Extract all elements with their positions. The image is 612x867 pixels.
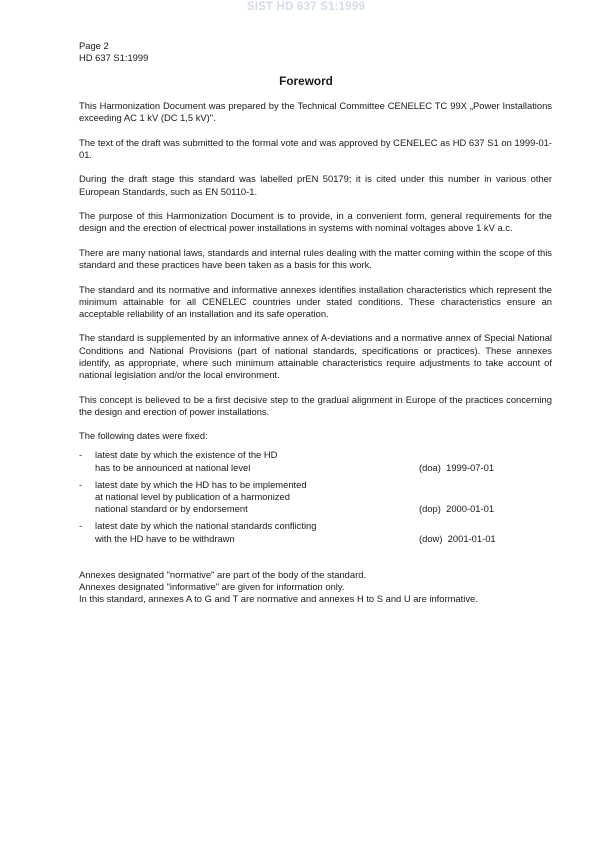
date-description-line: at national level by publication of a harmonized bbox=[95, 491, 290, 503]
date: 1999-07-01 bbox=[446, 461, 495, 473]
watermark: SIST HD 637 S1:1999 bbox=[246, 1, 366, 13]
list-dash: - bbox=[79, 449, 83, 461]
note-normative: Annexes designated "normative" are part of the body of the standard. bbox=[79, 568, 367, 580]
list-dash: - bbox=[79, 478, 83, 490]
dates-list bbox=[79, 449, 552, 544]
paragraph-draft-label: During the draft stage this standard was labelled prEN 50179; it is cited under this number in various other European Standards, such as EN 50110-1. bbox=[79, 173, 552, 197]
date-description bbox=[95, 520, 415, 544]
date-description-line: national standard or by endorsement bbox=[95, 503, 248, 515]
paragraph-preparation: This Harmonization Document was prepared by the Technical Committee CENELEC TC 99X „Power Installations exceeding AC 1 kV (DC 1,5 kV)". bbox=[79, 100, 552, 124]
list-dash: - bbox=[79, 520, 83, 532]
date-description-line: latest date by which the national standards conflicting bbox=[95, 520, 317, 532]
page-header bbox=[79, 40, 148, 63]
date-code: (dow) bbox=[419, 532, 443, 544]
date-description-line: with the HD have to be withdrawn bbox=[95, 532, 235, 544]
date: 2000-01-01 bbox=[446, 503, 495, 515]
paragraph-national-laws: There are many national laws, standards and internal rules dealing with the matter coming within the scope of this standard and these practices have been taken as a basis for this work. bbox=[79, 246, 552, 271]
date-code: (doa) bbox=[419, 461, 441, 473]
date-item-doa bbox=[79, 449, 552, 473]
date-description-line: latest date by which the existence of the HD bbox=[95, 449, 278, 461]
date-item-dow bbox=[79, 520, 552, 544]
date-description bbox=[95, 479, 415, 516]
page-title: Foreword bbox=[279, 74, 333, 88]
note-annex-classification: In this standard, annexes A to G and T are normative and annexes H to S and U are informative. bbox=[79, 593, 478, 605]
date-description-line: has to be announced at national level bbox=[95, 461, 251, 473]
foreword-body bbox=[79, 100, 552, 605]
paragraph-concept: This concept is believed to be a first decisive step to the gradual alignment in Europe of the practices concerning the design and erection of power installations. bbox=[79, 393, 552, 417]
date: 2001-01-01 bbox=[447, 532, 496, 544]
paragraph-purpose: The purpose of this Harmonization Document is to provide, in a convenient form, general requirements for the design and the erection of electrical power installations in systems with nominal voltages above 1 kV a.c. bbox=[79, 210, 552, 234]
note-informative: Annexes designated "informative" are given for information only. bbox=[79, 581, 345, 593]
date-item-dop bbox=[79, 479, 552, 516]
paragraph-supplement: The standard is supplemented by an informative annex of A-deviations and a normative annex of Special National Conditions and National Provisions (part of national standards, specifications or practices). These annexes identify, as appropriate, where such minimum attainable characteristics require adjustments to take account of national legislation and/or the local environment. bbox=[79, 332, 552, 381]
document-id: HD 637 S1:1999 bbox=[79, 51, 149, 63]
date-description-line: latest date by which the HD has to be implemented bbox=[95, 478, 307, 490]
paragraph-approval: The text of the draft was submitted to the formal vote and was approved by CENELEC as HD 637 S1 on 1999-01-01. bbox=[79, 136, 552, 160]
date-code: (dop) bbox=[419, 503, 441, 515]
page-number: Page 2 bbox=[79, 40, 109, 51]
date-value bbox=[419, 533, 496, 545]
date-value bbox=[419, 462, 494, 474]
annex-notes bbox=[79, 569, 552, 606]
dates-intro: The following dates were fixed: bbox=[79, 430, 208, 442]
paragraph-annexes-characteristics: The standard and its normative and informative annexes identifies installation characteristics which represent the minimum attainable for all CENELEC countries under stated conditions. These characteristics ensure an acceptable reliability of an installation and its safe operation. bbox=[79, 283, 552, 319]
date-value bbox=[419, 503, 494, 515]
date-description bbox=[95, 449, 415, 473]
